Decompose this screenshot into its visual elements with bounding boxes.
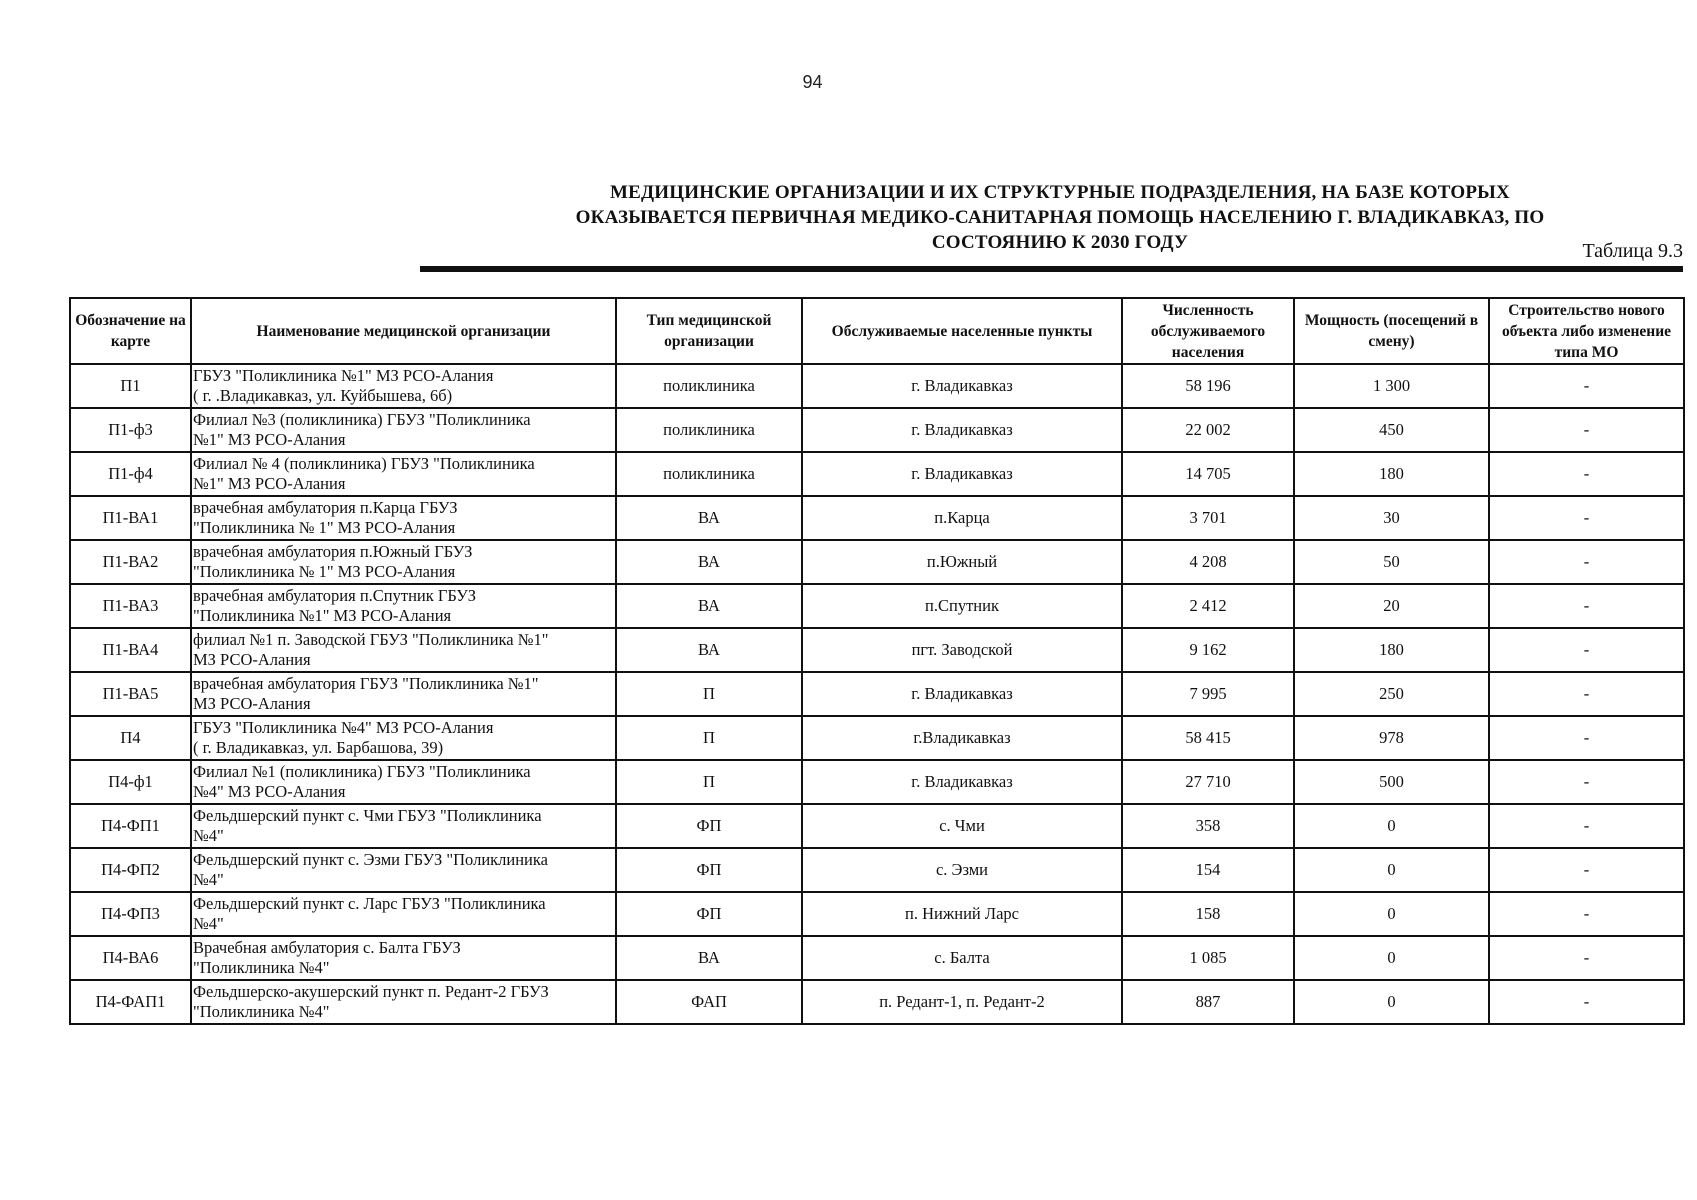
cell-name [191, 584, 616, 628]
cell-construction: - [1489, 672, 1684, 716]
title-line: ОКАЗЫВАЕТСЯ ПЕРВИЧНАЯ МЕДИКО-САНИТАРНАЯ ПОМОЩЬ НАСЕЛЕНИЮ Г. ВЛАДИКАВКАЗ, ПО [575, 207, 1545, 228]
header-code: Обозначение на карте [70, 298, 191, 364]
header-capacity: Мощность (посещений в смену) [1294, 298, 1489, 364]
cell-capacity: 50 [1294, 540, 1489, 584]
cell-name-line: №1" МЗ РСО-Алания [193, 430, 346, 449]
cell-type: ВА [616, 584, 802, 628]
table-row [70, 804, 1684, 848]
table-row [70, 584, 1684, 628]
cell-name [191, 364, 616, 408]
cell-name-line: врачебная амбулатория п.Спутник ГБУЗ [193, 586, 477, 605]
cell-code: П1 [70, 364, 191, 408]
cell-name-line: МЗ РСО-Алания [193, 650, 311, 669]
table-row [70, 496, 1684, 540]
cell-name-line: ГБУЗ "Поликлиника №4" МЗ РСО-Алания [193, 718, 494, 737]
cell-construction: - [1489, 760, 1684, 804]
table-label: Таблица 9.3 [1582, 240, 1683, 262]
cell-capacity: 0 [1294, 804, 1489, 848]
table-row [70, 364, 1684, 408]
cell-name [191, 848, 616, 892]
cell-name-line: №4" МЗ РСО-Алания [193, 782, 346, 801]
cell-name-line: "Поликлиника №4" [193, 958, 330, 977]
cell-settlements: п.Карца [802, 496, 1122, 540]
cell-construction: - [1489, 804, 1684, 848]
cell-name-line: №4" [193, 870, 224, 889]
cell-code: П1-ВА1 [70, 496, 191, 540]
cell-settlements: с. Чми [802, 804, 1122, 848]
cell-capacity: 0 [1294, 848, 1489, 892]
cell-population: 7 995 [1122, 672, 1294, 716]
cell-population: 3 701 [1122, 496, 1294, 540]
cell-construction: - [1489, 936, 1684, 980]
cell-name-line: МЗ РСО-Алания [193, 694, 311, 713]
cell-population: 4 208 [1122, 540, 1294, 584]
cell-population: 9 162 [1122, 628, 1294, 672]
cell-population: 58 415 [1122, 716, 1294, 760]
cell-construction: - [1489, 628, 1684, 672]
cell-construction: - [1489, 364, 1684, 408]
cell-capacity: 0 [1294, 892, 1489, 936]
cell-name-line: "Поликлиника № 1" МЗ РСО-Алания [193, 562, 456, 581]
cell-name-line: врачебная амбулатория п.Карца ГБУЗ [193, 498, 458, 517]
cell-type: П [616, 672, 802, 716]
table-row [70, 848, 1684, 892]
cell-code: П1-ф3 [70, 408, 191, 452]
cell-name [191, 892, 616, 936]
cell-settlements: с. Эзми [802, 848, 1122, 892]
table-row [70, 936, 1684, 980]
cell-code: П4-ф1 [70, 760, 191, 804]
header-settlements: Обслуживаемые населенные пункты [802, 298, 1122, 364]
cell-name [191, 980, 616, 1024]
cell-capacity: 180 [1294, 628, 1489, 672]
cell-name [191, 540, 616, 584]
cell-construction: - [1489, 540, 1684, 584]
cell-code: П4-ВА6 [70, 936, 191, 980]
cell-type: ФП [616, 804, 802, 848]
cell-capacity: 978 [1294, 716, 1489, 760]
cell-code: П1-ф4 [70, 452, 191, 496]
title-line: СОСТОЯНИЮ К 2030 ГОДУ [931, 232, 1189, 253]
cell-construction: - [1489, 892, 1684, 936]
cell-construction: - [1489, 408, 1684, 452]
cell-code: П1-ВА2 [70, 540, 191, 584]
table-row [70, 892, 1684, 936]
cell-type: поликлиника [616, 452, 802, 496]
cell-capacity: 180 [1294, 452, 1489, 496]
cell-construction: - [1489, 496, 1684, 540]
cell-type: поликлиника [616, 408, 802, 452]
cell-name-line: Фельдшерский пункт с. Эзми ГБУЗ "Поликлиника [193, 850, 548, 869]
cell-name-line: ГБУЗ "Поликлиника №1" МЗ РСО-Алания [193, 366, 494, 385]
cell-code: П4-ФП3 [70, 892, 191, 936]
header-name: Наименование медицинской организации [191, 298, 616, 364]
cell-population: 887 [1122, 980, 1294, 1024]
cell-name-line: "Поликлиника № 1" МЗ РСО-Алания [193, 518, 456, 537]
cell-name-line: Филиал №3 (поликлиника) ГБУЗ "Поликлиника [193, 410, 531, 429]
cell-capacity: 0 [1294, 980, 1489, 1024]
cell-name [191, 716, 616, 760]
cell-type: ВА [616, 496, 802, 540]
cell-name-line: врачебная амбулатория ГБУЗ "Поликлиника №1" [193, 674, 539, 693]
cell-code: П1-ВА3 [70, 584, 191, 628]
cell-capacity: 500 [1294, 760, 1489, 804]
cell-name [191, 452, 616, 496]
cell-name-line: "Поликлиника №4" [193, 1002, 330, 1021]
cell-settlements: пгт. Заводской [802, 628, 1122, 672]
table-row [70, 540, 1684, 584]
cell-name-line: Филиал № 4 (поликлиника) ГБУЗ "Поликлиника [193, 454, 535, 473]
cell-name [191, 936, 616, 980]
header-type: Тип медицинской организации [616, 298, 802, 364]
cell-population: 1 085 [1122, 936, 1294, 980]
cell-name-line: №1" МЗ РСО-Алания [193, 474, 346, 493]
table-row [70, 760, 1684, 804]
cell-name [191, 760, 616, 804]
cell-name-line: Фельдшерско-акушерский пункт п. Редант-2 ГБУЗ [193, 982, 549, 1001]
page-number: 94 [802, 72, 823, 92]
cell-type: поликлиника [616, 364, 802, 408]
table-header-row [70, 298, 1684, 364]
cell-type: ВА [616, 628, 802, 672]
cell-capacity: 30 [1294, 496, 1489, 540]
table-row [70, 672, 1684, 716]
cell-name-line: врачебная амбулатория п.Южный ГБУЗ [193, 542, 473, 561]
table-row [70, 628, 1684, 672]
cell-settlements: г. Владикавказ [802, 364, 1122, 408]
cell-capacity: 0 [1294, 936, 1489, 980]
cell-settlements: г. Владикавказ [802, 760, 1122, 804]
cell-settlements: г. Владикавказ [802, 408, 1122, 452]
cell-name-line: Фельдшерский пункт с. Ларс ГБУЗ "Поликлиника [193, 894, 546, 913]
header-population: Численность обслуживаемого населения [1122, 298, 1294, 364]
cell-population: 27 710 [1122, 760, 1294, 804]
cell-construction: - [1489, 716, 1684, 760]
cell-capacity: 450 [1294, 408, 1489, 452]
cell-population: 358 [1122, 804, 1294, 848]
cell-type: ФП [616, 848, 802, 892]
cell-type: ФП [616, 892, 802, 936]
cell-code: П4-ФП2 [70, 848, 191, 892]
table-row [70, 452, 1684, 496]
cell-population: 154 [1122, 848, 1294, 892]
cell-population: 2 412 [1122, 584, 1294, 628]
table-row [70, 980, 1684, 1024]
cell-settlements: г. Владикавказ [802, 672, 1122, 716]
cell-construction: - [1489, 452, 1684, 496]
cell-name-line: Фельдшерский пункт с. Чми ГБУЗ "Поликлиника [193, 806, 542, 825]
cell-settlements: г.Владикавказ [802, 716, 1122, 760]
cell-capacity: 20 [1294, 584, 1489, 628]
cell-settlements: п.Спутник [802, 584, 1122, 628]
cell-name-line: ( г. Владикавказ, ул. Барбашова, 39) [193, 738, 444, 757]
document-title [480, 180, 1640, 255]
title-line: МЕДИЦИНСКИЕ ОРГАНИЗАЦИИ И ИХ СТРУКТУРНЫЕ ПОДРАЗДЕЛЕНИЯ, НА БАЗЕ КОТОРЫХ [610, 182, 1510, 203]
cell-construction: - [1489, 980, 1684, 1024]
cell-type: ФАП [616, 980, 802, 1024]
cell-capacity: 1 300 [1294, 364, 1489, 408]
cell-settlements: г. Владикавказ [802, 452, 1122, 496]
cell-construction: - [1489, 584, 1684, 628]
cell-capacity: 250 [1294, 672, 1489, 716]
cell-name-line: №4" [193, 914, 224, 933]
cell-code: П1-ВА4 [70, 628, 191, 672]
cell-name-line: Филиал №1 (поликлиника) ГБУЗ "Поликлиника [193, 762, 531, 781]
cell-population: 14 705 [1122, 452, 1294, 496]
table-row [70, 408, 1684, 452]
cell-settlements: п.Южный [802, 540, 1122, 584]
cell-population: 22 002 [1122, 408, 1294, 452]
cell-code: П4 [70, 716, 191, 760]
title-rule [420, 266, 1683, 272]
cell-settlements: п. Нижний Ларс [802, 892, 1122, 936]
cell-name-line: "Поликлиника №1" МЗ РСО-Алания [193, 606, 452, 625]
cell-type: ВА [616, 936, 802, 980]
cell-construction: - [1489, 848, 1684, 892]
cell-name-line: ( г. .Владикавказ, ул. Куйбышева, 6б) [193, 386, 453, 405]
cell-name [191, 672, 616, 716]
header-construction: Строительство нового объекта либо изменение типа МО [1489, 298, 1684, 364]
cell-code: П1-ВА5 [70, 672, 191, 716]
medical-organizations-table [69, 297, 1685, 1025]
cell-type: ВА [616, 540, 802, 584]
cell-name [191, 408, 616, 452]
cell-type: П [616, 716, 802, 760]
cell-type: П [616, 760, 802, 804]
cell-settlements: с. Балта [802, 936, 1122, 980]
cell-name-line: филиал №1 п. Заводской ГБУЗ "Поликлиника №1" [193, 630, 549, 649]
cell-name [191, 628, 616, 672]
cell-name-line: Врачебная амбулатория с. Балта ГБУЗ [193, 938, 461, 957]
cell-population: 158 [1122, 892, 1294, 936]
cell-name [191, 496, 616, 540]
cell-name [191, 804, 616, 848]
cell-population: 58 196 [1122, 364, 1294, 408]
table-row [70, 716, 1684, 760]
cell-code: П4-ФАП1 [70, 980, 191, 1024]
cell-name-line: №4" [193, 826, 224, 845]
cell-settlements: п. Редант-1, п. Редант-2 [802, 980, 1122, 1024]
cell-code: П4-ФП1 [70, 804, 191, 848]
